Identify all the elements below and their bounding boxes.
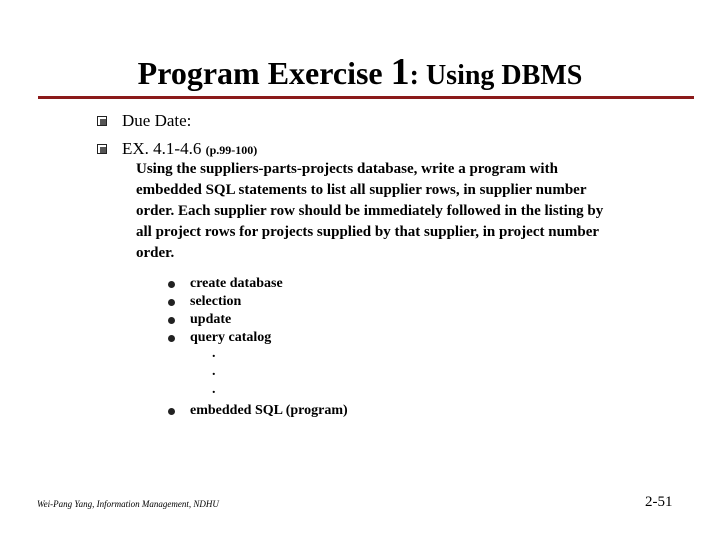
list-item: selection bbox=[190, 294, 242, 309]
bullet-due-date: Due Date: bbox=[122, 111, 192, 130]
slide-title bbox=[0, 52, 720, 96]
title-suffix: : Using DBMS bbox=[409, 60, 583, 91]
ellipsis-dot: . bbox=[212, 346, 216, 361]
list-item: query catalog bbox=[190, 330, 272, 345]
list-item-last: embedded SQL (program) bbox=[190, 403, 348, 418]
filled-dot-icon bbox=[168, 299, 175, 306]
filled-dot-icon bbox=[168, 408, 175, 415]
list-item: create database bbox=[190, 276, 283, 291]
title-divider bbox=[38, 96, 694, 99]
title-number: 1 bbox=[390, 51, 410, 93]
filled-dot-icon bbox=[168, 335, 175, 342]
checkbox-square-icon bbox=[97, 144, 107, 154]
page-number: 2-51 bbox=[645, 494, 673, 510]
title-prefix: Program Exercise bbox=[137, 55, 391, 91]
list-item: update bbox=[190, 312, 232, 327]
checkbox-square-icon bbox=[97, 116, 107, 126]
bullet-exercise bbox=[122, 138, 257, 161]
footer-credit: Wei-Pang Yang, Information Management, NDHU bbox=[37, 499, 219, 509]
ellipsis-dot: . bbox=[212, 382, 216, 397]
exercise-pages: (p.99-100) bbox=[205, 143, 258, 157]
filled-dot-icon bbox=[168, 281, 175, 288]
ellipsis-dot: . bbox=[212, 364, 216, 379]
exercise-description: Using the suppliers-parts-projects database, write a program with embedded SQL statements to list all supplier rows, in supplier number order. Each supplier row should be immediately followed in the listing by all project rows for projects supplied by that supplier, in project number order. bbox=[136, 161, 604, 261]
filled-dot-icon bbox=[168, 317, 175, 324]
exercise-label: EX. 4.1-4.6 bbox=[122, 139, 206, 158]
